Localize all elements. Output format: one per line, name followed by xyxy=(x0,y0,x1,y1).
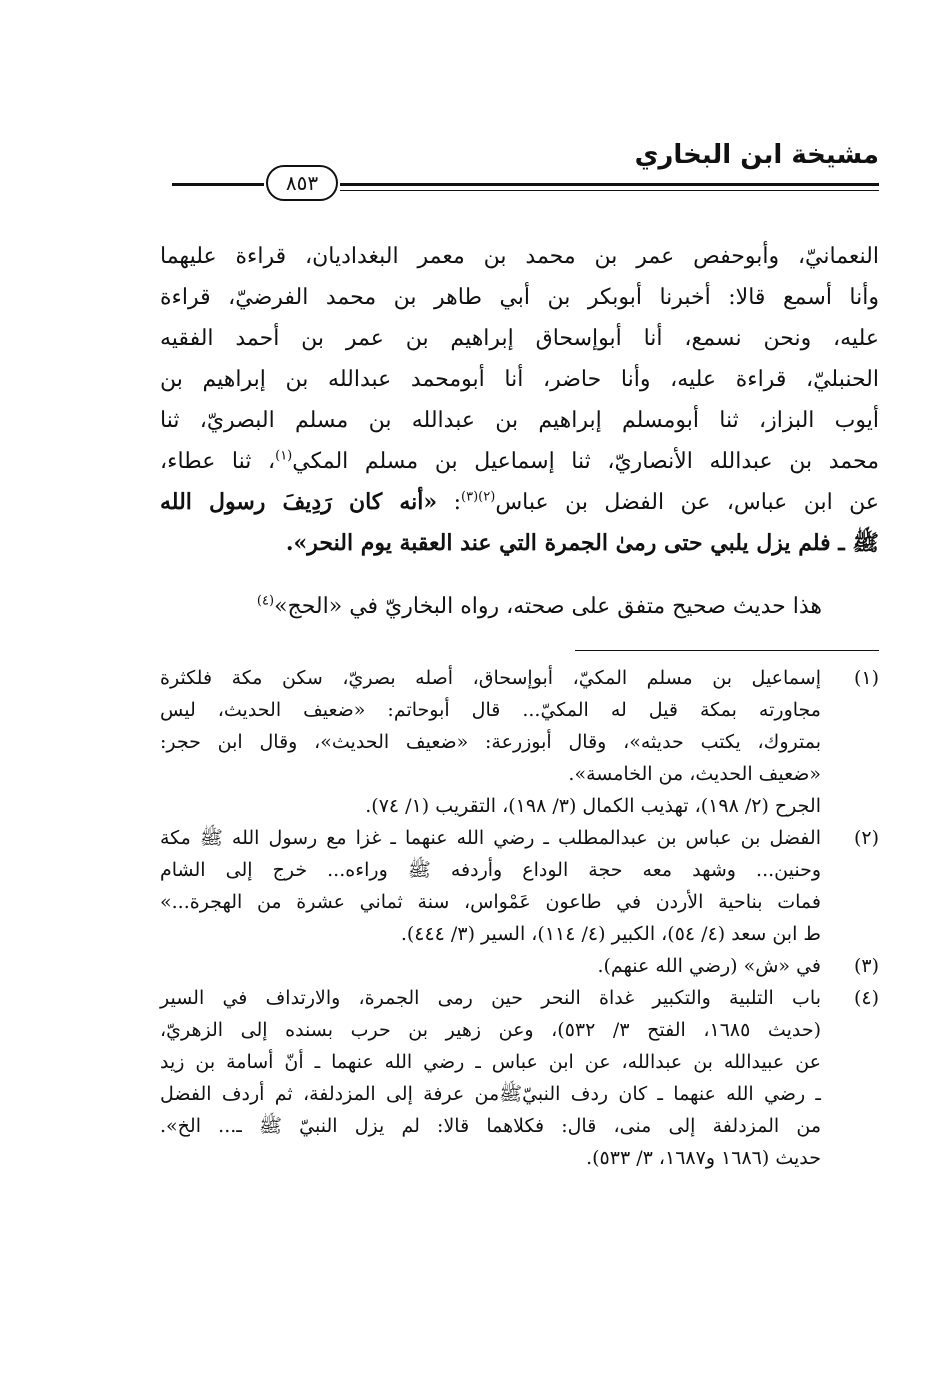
footnote-line: حديث (١٦٨٦ و١٦٨٧، ٣/ ٥٣٣). xyxy=(586,1147,821,1169)
header-rule-left xyxy=(172,183,264,186)
summary-line xyxy=(160,587,822,627)
main-text-segment: محمد بن عبدالله الأنصاريّ، ثنا إسماعيل بن مسلم المكي xyxy=(292,449,880,474)
footnote-ref: (٢)(٣) xyxy=(461,489,496,505)
footnote-number: (٢) xyxy=(853,827,879,849)
main-line: أيوب البزاز، ثنا أبومسلم إبراهيم بن عبدالله بن مسلم البصريّ، ثنا xyxy=(160,408,879,433)
footnote-line: مجاورته بمكة قيل له المكيّ... قال أبوحاتم: «ضعيف الحديث، ليس xyxy=(160,699,821,721)
summary-text: هذا حديث صحيح متفق على صحته، رواه البخاريّ في «الحج» xyxy=(274,594,822,619)
hadith-text: «أنه كان رَدِيفَ رسول الله xyxy=(160,489,438,515)
footnote-ref: (١) xyxy=(275,448,293,464)
footnote xyxy=(160,982,879,1174)
footnote-line: عن عبيدالله بن عبدالله، عن ابن عباس ـ رضي الله عنهما ـ أنّ أسامة بن زيد xyxy=(160,1051,821,1073)
main-text-segment: : xyxy=(437,490,462,515)
footnote-line: الجرح (٢/ ١٩٨)، تهذيب الكمال (٣/ ١٩٨)، التقريب (١/ ٧٤). xyxy=(365,795,821,817)
footnote-line: باب التلبية والتكبير غداة النحر حين رمى الجمرة، والارتداف في السير xyxy=(160,987,821,1009)
main-line: الحنبليّ، قراءة عليه، وأنا حاضر، أنا أبومحمد عبدالله بن إبراهيم بن xyxy=(160,367,879,392)
main-line xyxy=(160,482,879,523)
footnote-line: فمات بناحية الأردن في طاعون عَمْواس، سنة ثماني عشرة من الهجرة...» xyxy=(160,891,821,913)
footnote-number: (٣) xyxy=(853,955,879,977)
main-line: وأنا أسمع قالا: أخبرنا أبوبكر بن أبي طاهر بن محمد الفرضيّ، قراءة xyxy=(160,285,879,310)
footnote xyxy=(160,822,879,950)
footnote-ref: (٤) xyxy=(256,593,275,609)
footnote-line: في «ش» (رضي الله عنهم). xyxy=(597,955,821,977)
header-rule-right xyxy=(340,183,879,186)
footnote-line: وحنين... وشهد معه حجة الوداع وأردفه ﷺ وراءه... خرج إلى الشام xyxy=(160,859,821,881)
footnote-line: الفضل بن عباس بن عبدالمطلب ـ رضي الله عنهما ـ غزا مع رسول الله ﷺ مكة xyxy=(160,827,821,849)
main-text-segment: عن ابن عباس، عن الفضل بن عباس xyxy=(495,490,879,515)
footnote-separator xyxy=(575,650,879,651)
footnote xyxy=(160,950,879,982)
main-line xyxy=(160,441,879,482)
footnote-number: (١) xyxy=(853,667,879,689)
main-text xyxy=(160,236,879,564)
footnote-line: بمتروك، يكتب حديثه»، وقال أبوزرعة: «ضعيف الحديث»، وقال ابن حجر: xyxy=(160,731,821,753)
main-line: عليه، ونحن نسمع، أنا أبوإسحاق إبراهيم بن عمر بن أحمد الفقيه xyxy=(160,326,879,351)
hadith-text-end: ﷺ ـ فلم يزل يلبي حتى رمىٰ الجمرة التي عند العقبة يوم النحر». xyxy=(285,530,879,556)
footnotes xyxy=(160,662,879,1174)
running-head-title: مشيخة ابن البخاري xyxy=(634,140,879,170)
footnote-line: «ضعيف الحديث، من الخامسة». xyxy=(568,763,821,785)
footnote-line: ـ رضي الله عنهما ـ كان ردف النبيّﷺمن عرفة إلى المزدلفة، ثم أردف الفضل xyxy=(160,1083,821,1105)
footnote-number: (٤) xyxy=(853,987,879,1009)
main-text-segment: ، ثنا عطاء، xyxy=(160,449,276,474)
footnote xyxy=(160,662,879,822)
footnote-line: (حديث ١٦٨٥، الفتح ٣/ ٥٣٢)، وعن زهير بن حرب بسنده إلى الزهريّ، xyxy=(160,1019,821,1041)
footnote-line: إسماعيل بن مسلم المكيّ، أبوإسحاق، أصله بصريّ، سكن مكة فلكثرة xyxy=(160,667,821,689)
main-line: النعمانيّ، وأبوحفص عمر بن محمد بن معمر البغداديان، قراءة عليهما xyxy=(160,244,879,269)
header-rule-thin xyxy=(340,190,879,191)
footnote-line: ط ابن سعد (٤/ ٥٤)، الكبير (٤/ ١١٤)، السير (٣/ ٤٤٤). xyxy=(400,923,821,945)
page-number: ٨٥٣ xyxy=(266,165,338,201)
footnote-line: من المزدلفة إلى منى، قال: فكلاهما قالا: لم يزل النبيّ ﷺ ـ... الخ». xyxy=(160,1115,821,1137)
